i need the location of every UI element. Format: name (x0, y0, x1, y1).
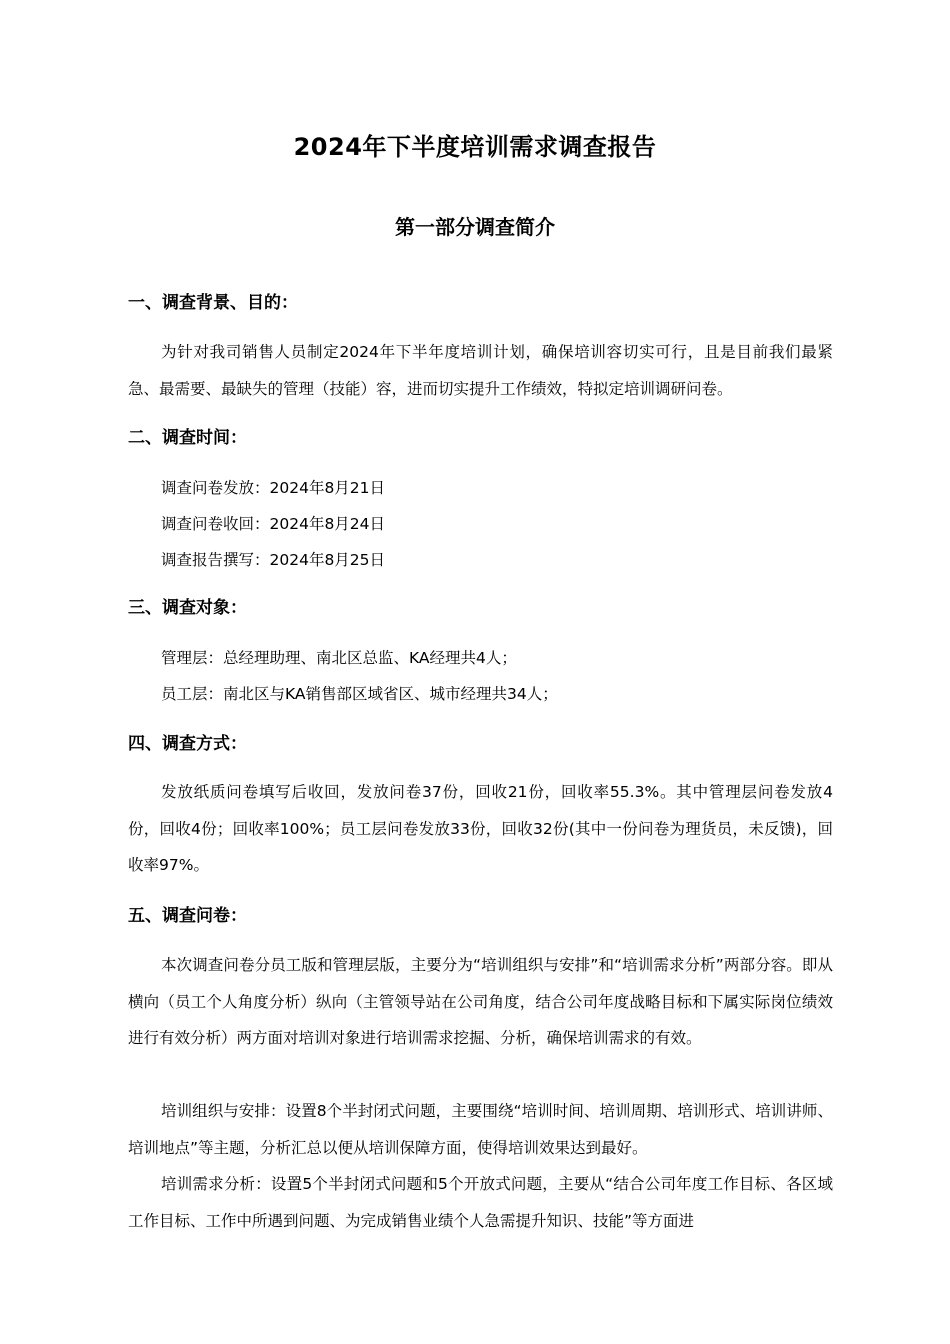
target-line-staff: 员工层：南北区与KA销售部区域省区、城市经理共34人； (161, 685, 558, 703)
questionnaire-paragraph-overview: 本次调查问卷分员工版和管理层版，主要分为“培训组织与安排”和“培训需求分析”两部分容。即从横向（员工个人角度分析）纵向（主管领导站在公司角度，结合公司年度战略目标和下属实际岗位绩效进行有效分析）两方面对培训对象进行培训需求挖掘、分析，确保培训需求的有效。 (128, 956, 833, 1047)
time-line-collect: 调查问卷收回：2024年8月24日 (161, 515, 386, 533)
background-paragraph: 为针对我司销售人员制定2024年下半年度培训计划，确保培训容切实可行，且是目前我们最紧急、最需要、最缺失的管理（技能）容，进而切实提升工作绩效，特拟定培训调研问卷。 (128, 343, 833, 398)
time-line-report: 调查报告撰写：2024年8月25日 (161, 551, 386, 569)
questionnaire-paragraph-needs: 培训需求分析：设置5个半封闭式问题和5个开放式问题，主要从“结合公司年度工作目标、各区域工作目标、工作中所遇到问题、为完成销售业绩个人急需提升知识、技能”等方面进 (128, 1175, 833, 1230)
section-heading-method: 四、调查方式： (128, 734, 247, 754)
part-title: 第一部分调查简介 (395, 215, 555, 239)
time-line-distribute: 调查问卷发放：2024年8月21日 (161, 479, 386, 497)
section-heading-target: 三、调查对象： (128, 598, 247, 618)
section-heading-questionnaire: 五、调查问卷： (128, 906, 247, 926)
section-heading-background: 一、调查背景、目的： (128, 293, 298, 313)
method-paragraph: 发放纸质问卷填写后收回，发放问卷37份，回收21份，回收率55.3%。其中管理层问卷发放4份，回收4份；回收率100%；员工层问卷发放33份，回收32份(其中一份问卷为理货员，未反馈)，回收率97%。 (128, 783, 833, 874)
questionnaire-paragraph-organization: 培训组织与安排：设置8个半封闭式问题，主要围绕“培训时间、培训周期、培训形式、培训讲师、培训地点”等主题，分析汇总以便从培训保障方面，使得培训效果达到最好。 (128, 1102, 833, 1157)
document-title: 2024年下半度培训需求调查报告 (293, 133, 657, 161)
target-line-management: 管理层：总经理助理、南北区总监、KA经理共4人； (161, 649, 517, 667)
section-heading-time: 二、调查时间： (128, 428, 247, 448)
